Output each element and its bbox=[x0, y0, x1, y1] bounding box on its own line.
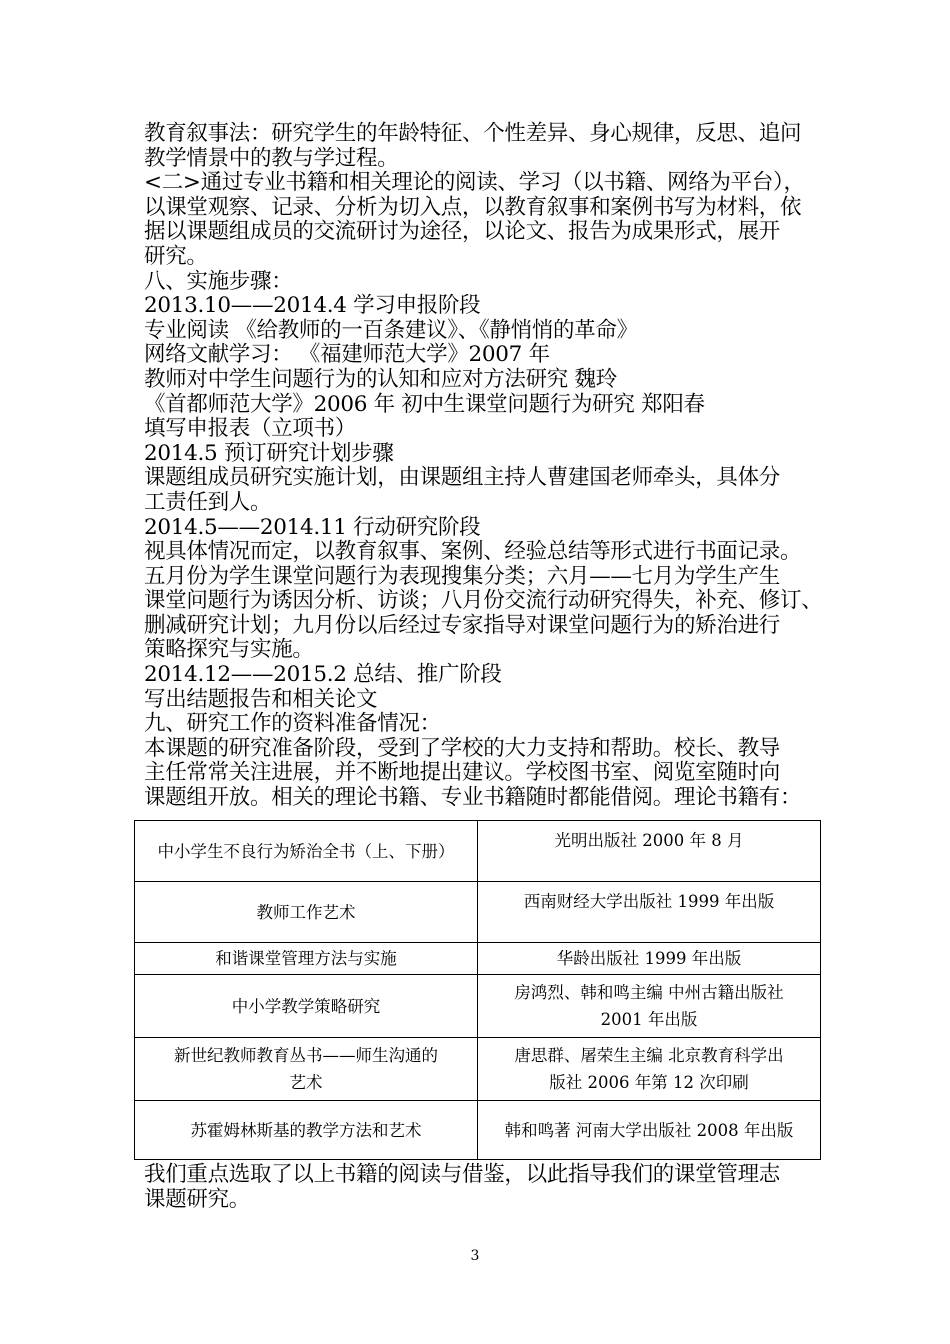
text-line: 五月份为学生课堂问题行为表现搜集分类；六月——七月为学生产生 bbox=[144, 563, 781, 589]
text-line: 教育叙事法：研究学生的年龄特征、个性差异、身心规律，反思、追问 bbox=[144, 121, 802, 146]
book-title-cell bbox=[135, 943, 478, 975]
text-line: 研究。 bbox=[144, 243, 208, 269]
book-publisher: 光明出版社 2000 年 8 月 bbox=[554, 831, 744, 850]
text-line: 据以课题组成员的交流研讨为途径，以论文、报告为成果形式，展开 bbox=[144, 219, 781, 245]
text-line: <二>通过专业书籍和相关理论的阅读、学习（以书籍、网络为平台）， bbox=[144, 170, 805, 196]
book-publisher-line: 2001 年出版 bbox=[600, 1010, 698, 1029]
text-line: 教师对中学生问题行为的认知和应对方法研究 魏玲 bbox=[144, 366, 617, 392]
book-publisher-cell bbox=[478, 975, 821, 1038]
text-line: 课题研究。 bbox=[144, 1186, 251, 1212]
text-line: 本课题的研究准备阶段，受到了学校的大力支持和帮助。校长、教导 bbox=[144, 735, 781, 761]
book-publisher-cell bbox=[478, 943, 821, 975]
text-line: 工责任到人。 bbox=[144, 489, 272, 515]
book-publisher: 韩和鸣著 河南大学出版社 2008 年出版 bbox=[504, 1120, 794, 1140]
text-line: 策略探究与实施。 bbox=[144, 637, 314, 663]
book-title: 教师工作艺术 bbox=[256, 902, 356, 922]
text-line: 网络文献学习： 《福建师范大学》2007 年 bbox=[144, 342, 550, 368]
book-title-cell bbox=[135, 975, 478, 1038]
text-line: 主任常常关注进展，并不断地提出建议。学校图书室、阅览室随时向 bbox=[144, 760, 781, 786]
book-title: 中小学生不良行为矫治全书（上、下册） bbox=[157, 841, 455, 861]
book-title-cell bbox=[135, 1038, 478, 1101]
books-table bbox=[134, 820, 821, 1160]
book-publisher: 华龄出版社 1999 年出版 bbox=[556, 949, 742, 968]
book-title-cell bbox=[135, 882, 478, 943]
book-title-line: 艺术 bbox=[289, 1073, 323, 1092]
book-publisher-cell bbox=[478, 1101, 821, 1160]
table-row bbox=[135, 943, 821, 975]
text-line: 我们重点选取了以上书籍的阅读与借鉴，以此指导我们的课堂管理志 bbox=[144, 1162, 781, 1187]
book-publisher-line: 房鸿烈、韩和鸣主编 中州古籍出版社 bbox=[514, 983, 784, 1002]
text-line: 课题组开放。相关的理论书籍、专业书籍随时都能借阅。理论书籍有： bbox=[144, 785, 802, 811]
book-publisher-cell bbox=[478, 1038, 821, 1101]
table-row bbox=[135, 882, 821, 943]
table-row bbox=[135, 821, 821, 882]
book-title-cell bbox=[135, 821, 478, 882]
text-line: 课堂问题行为诱因分析、访谈；八月份交流行动研究得失，补充、修订、 bbox=[144, 588, 823, 614]
book-publisher-cell bbox=[478, 882, 821, 943]
text-line: 填写申报表（立项书） bbox=[144, 416, 357, 442]
page-number: 3 bbox=[470, 1248, 480, 1264]
section-heading: 九、研究工作的资料准备情况： bbox=[144, 711, 441, 737]
table-row bbox=[135, 975, 821, 1038]
text-line: 写出结题报告和相关论文 bbox=[144, 686, 378, 712]
text-line: 教学情景中的教与学过程。 bbox=[144, 145, 399, 171]
text-line: 课题组成员研究实施计划，由课题组主持人曹建国老师牵头，具体分 bbox=[144, 465, 781, 491]
book-title-cell bbox=[135, 1101, 478, 1160]
book-title: 苏霍姆林斯基的教学方法和艺术 bbox=[190, 1120, 422, 1140]
table-row bbox=[135, 1101, 821, 1160]
text-line: 删减研究计划；九月份以后经过专家指导对课堂问题行为的矫治进行 bbox=[144, 612, 781, 638]
body-text bbox=[144, 121, 823, 811]
book-title: 中小学教学策略研究 bbox=[231, 996, 381, 1016]
book-publisher-line: 唐思群、屠荣生主编 北京教育科学出 bbox=[514, 1046, 784, 1065]
book-publisher-cell bbox=[478, 821, 821, 882]
text-line: 《首都师范大学》2006 年 初中生课堂问题行为研究 郑阳春 bbox=[144, 391, 705, 417]
text-line: 以课堂观察、记录、分析为切入点，以教育叙事和案例书写为材料，依 bbox=[144, 194, 802, 220]
text-line: 视具体情况而定，以教育叙事、案例、经验总结等形式进行书面记录。 bbox=[144, 539, 802, 565]
text-line: 2014.5 预订研究计划步骤 bbox=[144, 440, 394, 466]
book-publisher: 西南财经大学出版社 1999 年出版 bbox=[523, 892, 775, 911]
book-publisher-line: 版社 2006 年第 12 次印刷 bbox=[549, 1073, 749, 1092]
closing-text bbox=[144, 1163, 820, 1212]
book-title-line: 新世纪教师教育丛书——师生沟通的 bbox=[174, 1046, 438, 1065]
book-title: 和谐课堂管理方法与实施 bbox=[215, 949, 397, 968]
text-line: 2014.12——2015.2 总结、推广阶段 bbox=[144, 662, 502, 688]
text-line: 2013.10——2014.4 学习申报阶段 bbox=[144, 293, 481, 319]
text-line: 2014.5——2014.11 行动研究阶段 bbox=[144, 514, 481, 540]
text-line: 专业阅读 《给教师的一百条建议》、《静悄悄的革命》 bbox=[144, 317, 638, 343]
section-heading: 八、实施步骤： bbox=[144, 268, 293, 294]
table-row bbox=[135, 1038, 821, 1101]
